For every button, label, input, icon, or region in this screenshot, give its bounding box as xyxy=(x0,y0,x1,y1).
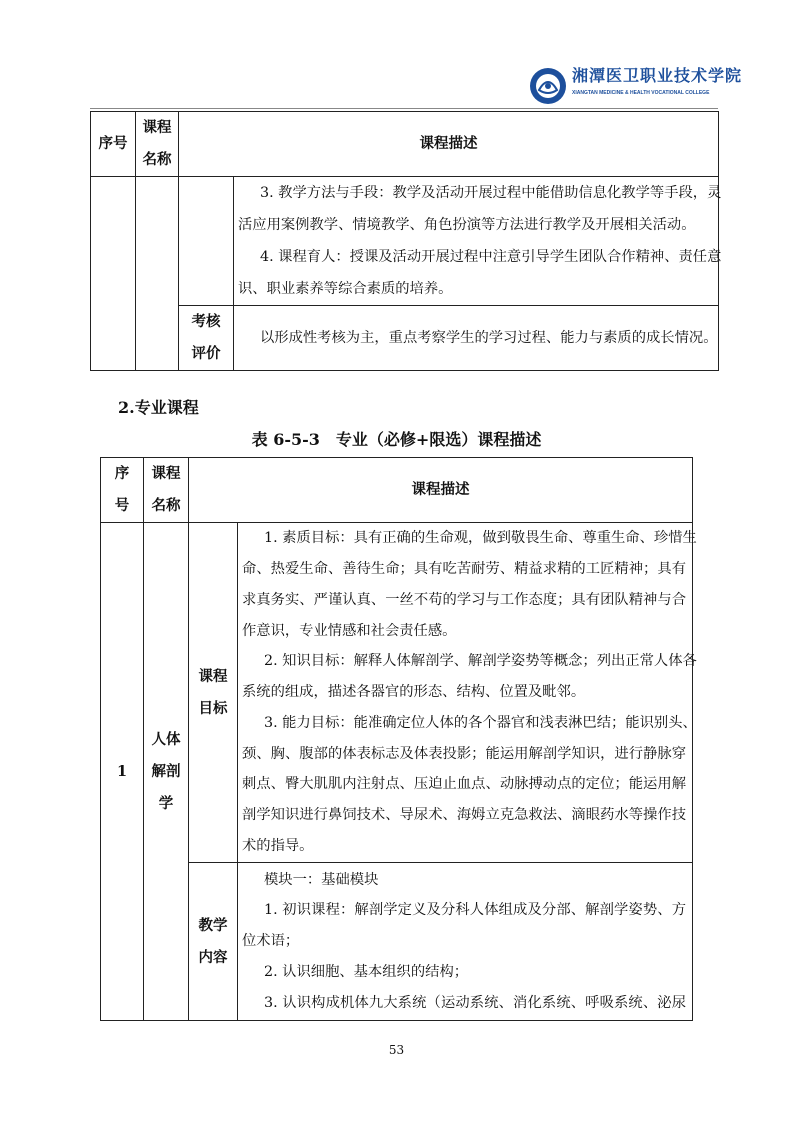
logo-chinese-name: 湘潭医卫职业技术学院 xyxy=(572,66,743,85)
label-text: 内容 xyxy=(198,948,228,966)
logo-english-name: XIANGTAN MEDICINE & HEALTH VOCATIONAL COLLEGE xyxy=(572,90,710,96)
text-line: 求真务实、严谨认真、一丝不苟的学习与工作态度；具有团队精神与合 xyxy=(242,591,686,608)
text-line: 活应用案例教学、情境教学、角色扮演等方法进行教学及开展相关活动。 xyxy=(238,217,696,233)
course-name-cell xyxy=(144,523,189,1021)
header-text: 课程 xyxy=(142,119,172,136)
header-text: 课程 xyxy=(151,465,181,482)
text-line: 命、热爱生命、善待生命；具有吃苦耐劳、精益求精的工匠精神；具有 xyxy=(242,560,686,577)
text-line: 以形成性考核为主，重点考察学生的学习过程、能力与素质的成长情况。 xyxy=(260,330,718,346)
course-goal-label xyxy=(189,523,238,863)
label-text: 考核 xyxy=(191,313,221,330)
text-line: 3. 教学方法与手段：教学及活动开展过程中能借助信息化教学等手段，灵 xyxy=(260,185,722,201)
text-line: 术的指导。 xyxy=(242,838,314,855)
page-number: 53 xyxy=(388,1043,405,1057)
label-cell xyxy=(179,177,234,306)
course-name-text: 解剖 xyxy=(151,762,181,780)
text-line: 刺点、臀大肌肌内注射点、压迫止血点、动脉搏动点的定位；能运用解 xyxy=(242,776,686,793)
text-line: 3. 能力目标：能准确定位人体的各个器官和浅表淋巴结；能识别头、 xyxy=(264,714,697,731)
table-caption: 表 6-5-3 专业（必修+限选）课程描述 xyxy=(251,430,542,449)
header-serial xyxy=(101,458,144,523)
text-line: 系统的组成，描述各器官的形态、结构、位置及毗邻。 xyxy=(242,684,586,701)
course-table-continued xyxy=(90,111,722,371)
college-emblem-icon xyxy=(528,66,568,106)
header-description: 课程描述 xyxy=(189,458,693,523)
label-text: 教学 xyxy=(198,916,228,934)
header-serial: 序号 xyxy=(91,112,136,177)
text-line: 位术语； xyxy=(242,933,300,950)
header-text: 名称 xyxy=(142,151,172,168)
text-line: 2. 认识细胞、基本组织的结构； xyxy=(264,963,469,980)
teaching-content-cell xyxy=(238,863,693,1021)
assessment-cell xyxy=(234,306,719,371)
header-text: 名称 xyxy=(151,497,181,514)
label-text: 评价 xyxy=(191,345,221,362)
course-name-cell xyxy=(136,177,179,371)
teaching-content-label xyxy=(189,863,238,1021)
header-course-name xyxy=(136,112,179,177)
text-line: 1. 素质目标：具有正确的生命观，做到敬畏生命、尊重生命、珍惜生 xyxy=(264,530,697,547)
header-text: 号 xyxy=(114,497,130,514)
college-logo xyxy=(528,66,743,106)
course-name-text: 人体 xyxy=(151,730,181,748)
teaching-methods-cell xyxy=(234,177,722,306)
serial-cell xyxy=(91,177,136,371)
text-line: 作意识，专业情感和社会责任感。 xyxy=(242,622,457,639)
text-line: 1. 初识课程：解剖学定义及分科人体组成及分部、解剖学姿势、方 xyxy=(264,902,686,919)
header-description: 课程描述 xyxy=(179,112,719,177)
text-line: 颈、胸、腹部的体表标志及体表投影；能运用解剖学知识，进行静脉穿 xyxy=(242,745,686,762)
text-line: 模块一：基础模块 xyxy=(264,871,379,888)
text-line: 识、职业素养等综合素质的培养。 xyxy=(238,281,453,297)
header-text: 序 xyxy=(114,465,130,482)
header-rule xyxy=(90,108,718,109)
label-text: 课程 xyxy=(198,667,228,685)
text-line: 3. 认识构成机体九大系统（运动系统、消化系统、呼吸系统、泌尿 xyxy=(264,994,686,1011)
serial-cell: 1 xyxy=(101,523,144,1021)
text-line: 剖学知识进行鼻饲技术、导尿术、海姆立克急救法、滴眼药水等操作技 xyxy=(242,807,686,824)
text-line: 4. 课程育人：授课及活动开展过程中注意引导学生团队合作精神、责任意 xyxy=(260,249,722,265)
course-goal-cell xyxy=(238,523,697,863)
assessment-label xyxy=(179,306,234,371)
text-line: 2. 知识目标：解释人体解剖学、解剖学姿势等概念；列出正常人体各 xyxy=(264,653,697,670)
label-text: 目标 xyxy=(198,699,228,717)
section-title: 2.专业课程 xyxy=(118,398,199,417)
header-course-name xyxy=(144,458,189,523)
professional-course-table xyxy=(100,457,697,1021)
course-name-text: 学 xyxy=(158,794,174,812)
